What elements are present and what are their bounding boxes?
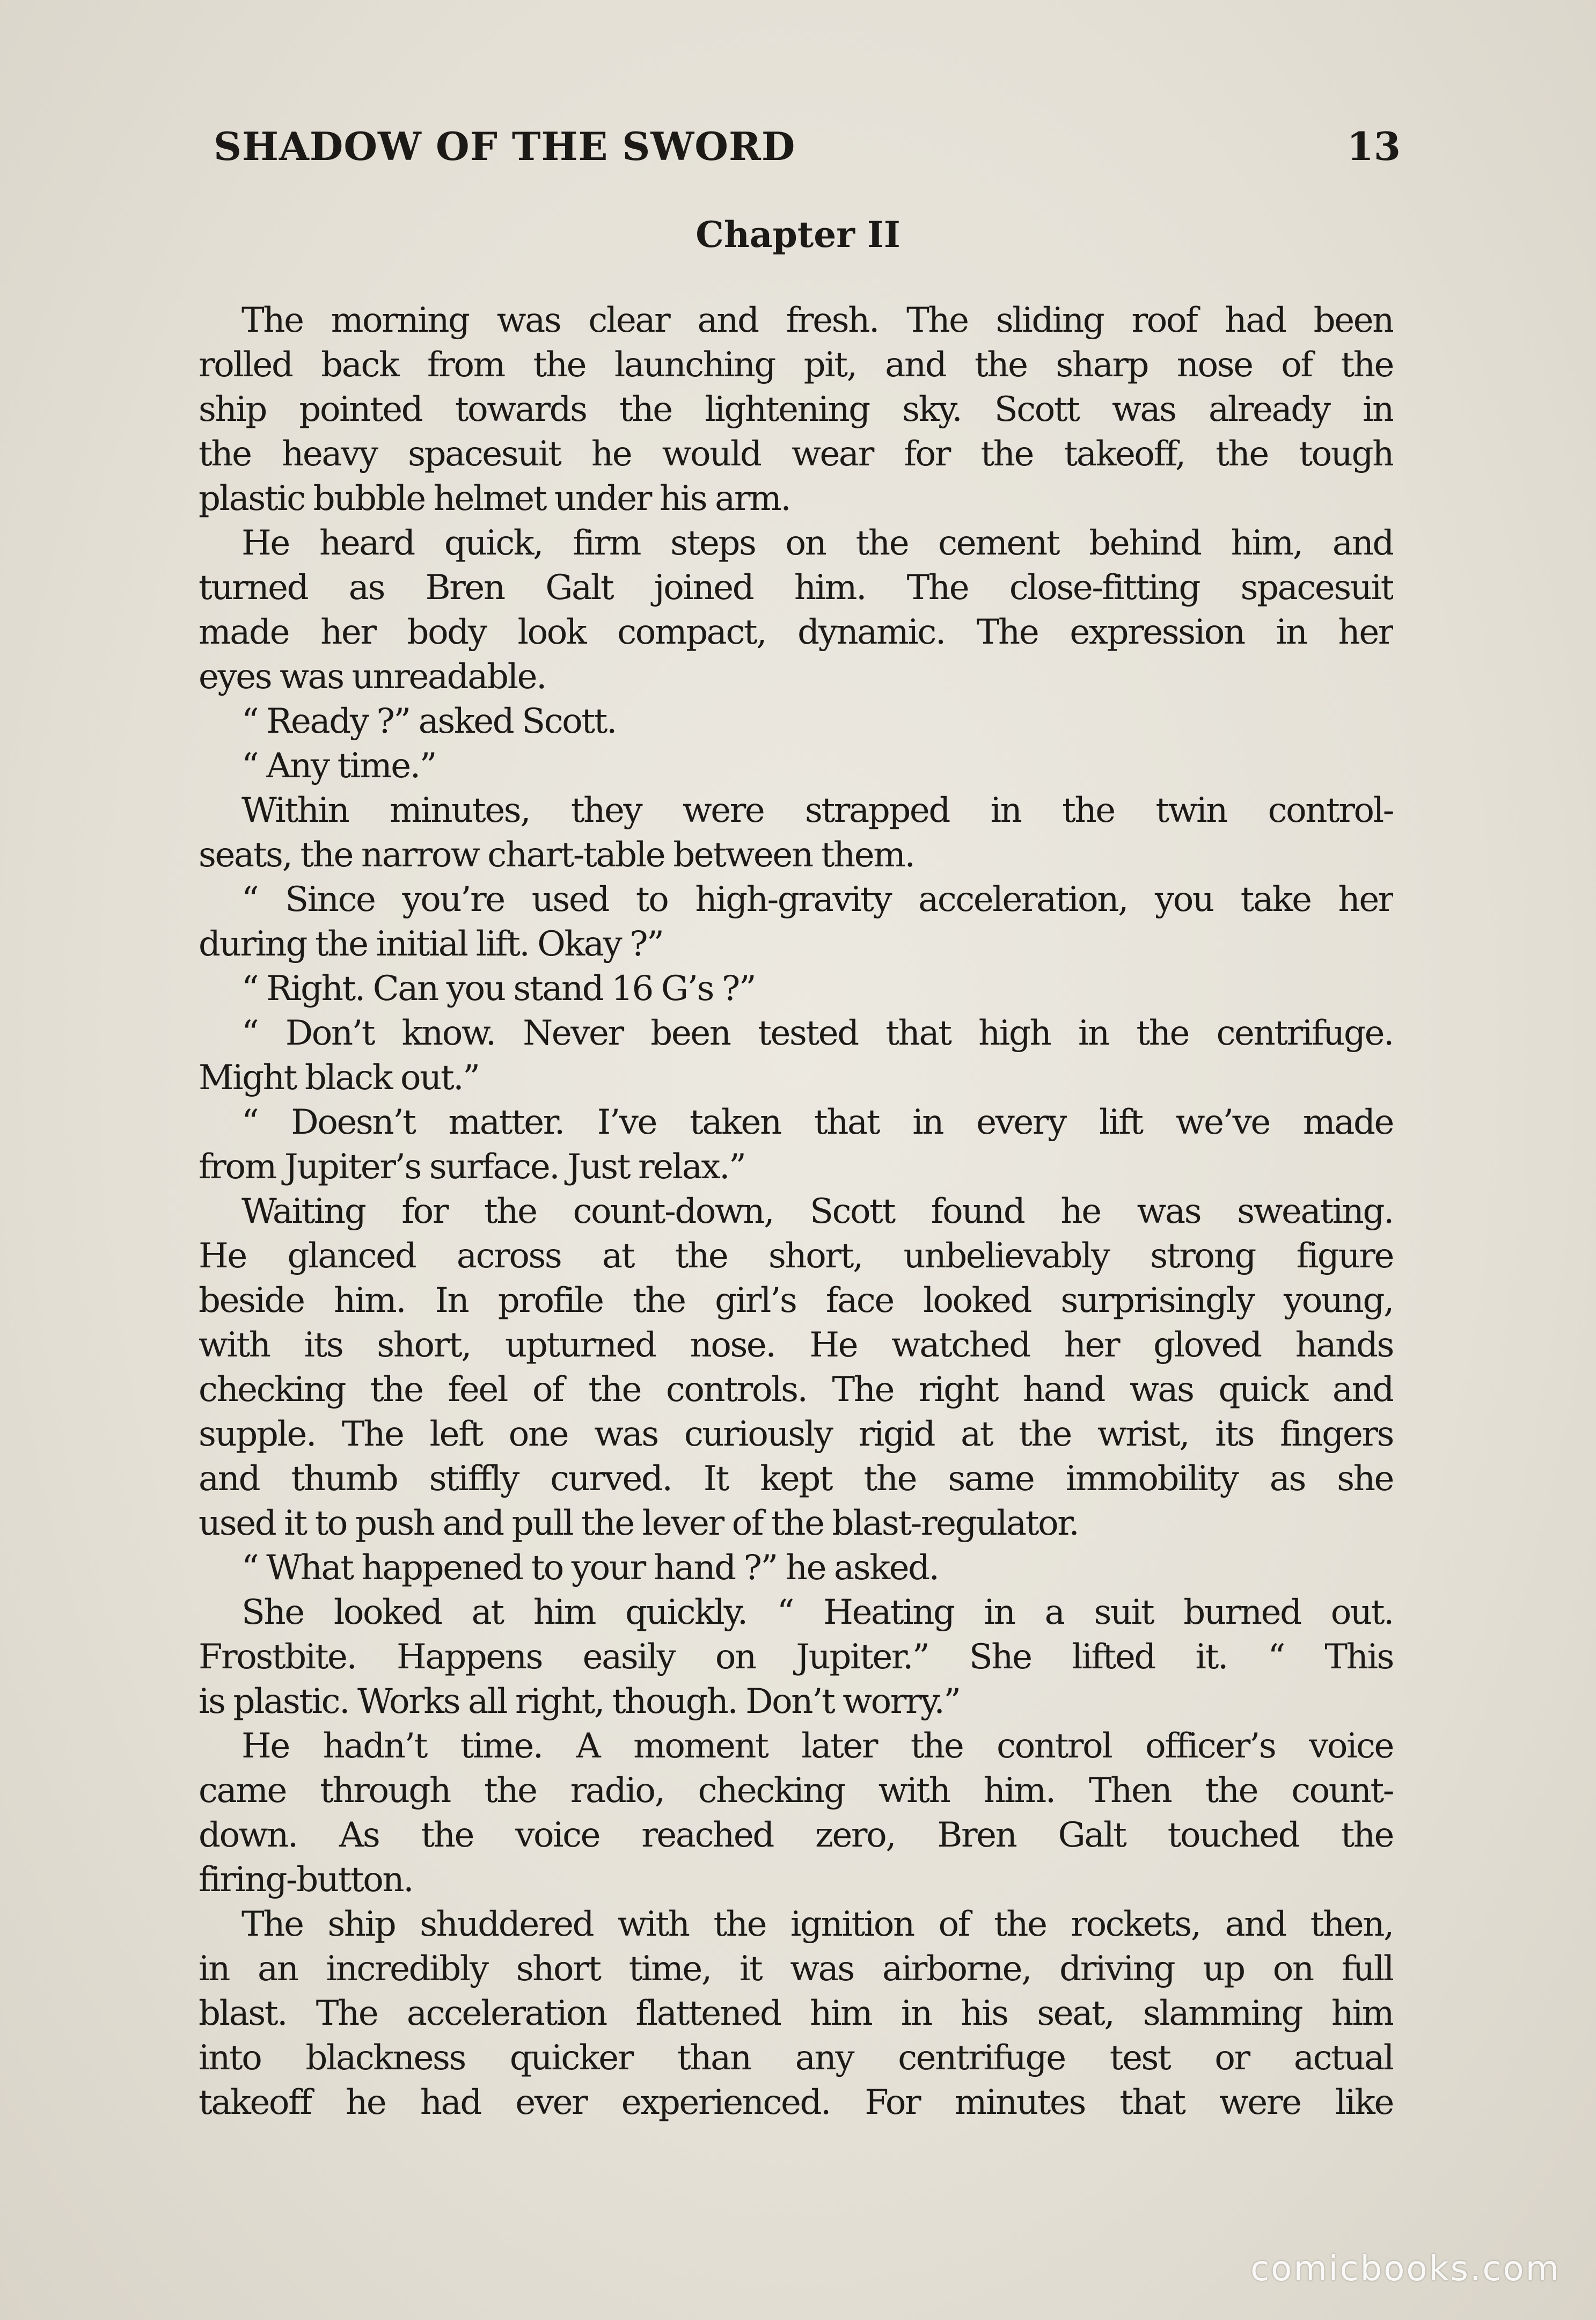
text-line: “ Any time.” (241, 746, 436, 786)
page-header (214, 123, 1401, 177)
text-line: in an incredibly short time, it was airborne, driving up on full (199, 1949, 1393, 1989)
text-line: He hadn’t time. A moment later the control officer’s voice (241, 1726, 1393, 1766)
text-line: takeoff he had ever experienced. For minutes that were like (199, 2083, 1393, 2122)
text-line: plastic bubble helmet under his arm. (199, 479, 790, 519)
text-line: blast. The acceleration flattened him in his seat, slamming him (199, 1994, 1393, 2033)
running-title: SHADOW OF THE SWORD (214, 123, 796, 169)
page-number: 13 (1346, 123, 1401, 169)
text-line: He glanced across at the short, unbelievably strong figure (199, 1236, 1393, 1276)
text-line: “ Doesn’t matter. I’ve taken that in every lift we’ve made (241, 1103, 1393, 1142)
text-line: and thumb stiffly curved. It kept the same immobility as she (199, 1459, 1393, 1499)
text-line: firing-button. (199, 1860, 413, 1900)
text-line: into blackness quicker than any centrifuge test or actual (199, 2038, 1393, 2078)
text-line: seats, the narrow chart-table between them. (199, 835, 914, 875)
text-line: Within minutes, they were strapped in the twin control- (241, 791, 1393, 830)
text-line: checking the feel of the controls. The right hand was quick and (199, 1370, 1393, 1410)
text-line: rolled back from the launching pit, and the sharp nose of the (199, 345, 1393, 385)
text-line: Frostbite. Happens easily on Jupiter.” She lifted it. “ This (199, 1637, 1393, 1677)
text-line: Waiting for the count-down, Scott found he was sweating. (241, 1192, 1393, 1231)
text-line: “ Ready ?” asked Scott. (241, 702, 616, 741)
text-line: made her body look compact, dynamic. The expression in her (199, 612, 1393, 652)
text-line: “ What happened to your hand ?” he asked. (241, 1548, 939, 1588)
text-line: Might black out.” (199, 1058, 479, 1098)
text-line: The ship shuddered with the ignition of the rockets, and then, (241, 1905, 1393, 1944)
text-line: beside him. In profile the girl’s face looked surprisingly young, (199, 1281, 1393, 1320)
text-line: during the initial lift. Okay ?” (199, 924, 663, 964)
text-line: “ Right. Can you stand 16 G’s ?” (241, 969, 756, 1009)
text-line: used it to push and pull the lever of the blast-regulator. (199, 1504, 1079, 1543)
text-line: He heard quick, firm steps on the cement behind him, and (241, 523, 1393, 563)
text-line: is plastic. Works all right, though. Don’t worry.” (199, 1682, 960, 1721)
text-line: ship pointed towards the lightening sky. Scott was already in (199, 390, 1393, 429)
text-line: the heavy spacesuit he would wear for the takeoff, the tough (199, 434, 1393, 474)
text-line: down. As the voice reached zero, Bren Galt touched the (199, 1815, 1393, 1855)
watermark: comicbooks.com (1250, 2249, 1561, 2289)
text-line: eyes was unreadable. (199, 657, 546, 697)
text-line: “ Don’t know. Never been tested that high in the centrifuge. (241, 1013, 1393, 1053)
text-line: came through the radio, checking with him. Then the count- (199, 1771, 1393, 1811)
text-line: with its short, upturned nose. He watched her gloved hands (199, 1325, 1393, 1365)
body-text (199, 298, 1393, 2140)
text-line: The morning was clear and fresh. The sliding roof had been (241, 301, 1393, 340)
text-line: supple. The left one was curiously rigid at the wrist, its fingers (199, 1414, 1393, 1454)
chapter-title: Chapter II (695, 214, 901, 256)
text-line: “ Since you’re used to high-gravity acceleration, you take her (241, 880, 1393, 920)
text-line: from Jupiter’s surface. Just relax.” (199, 1147, 745, 1187)
text-line: turned as Bren Galt joined him. The close-fitting spacesuit (199, 568, 1393, 608)
text-line: She looked at him quickly. “ Heating in a suit burned out. (241, 1593, 1393, 1632)
